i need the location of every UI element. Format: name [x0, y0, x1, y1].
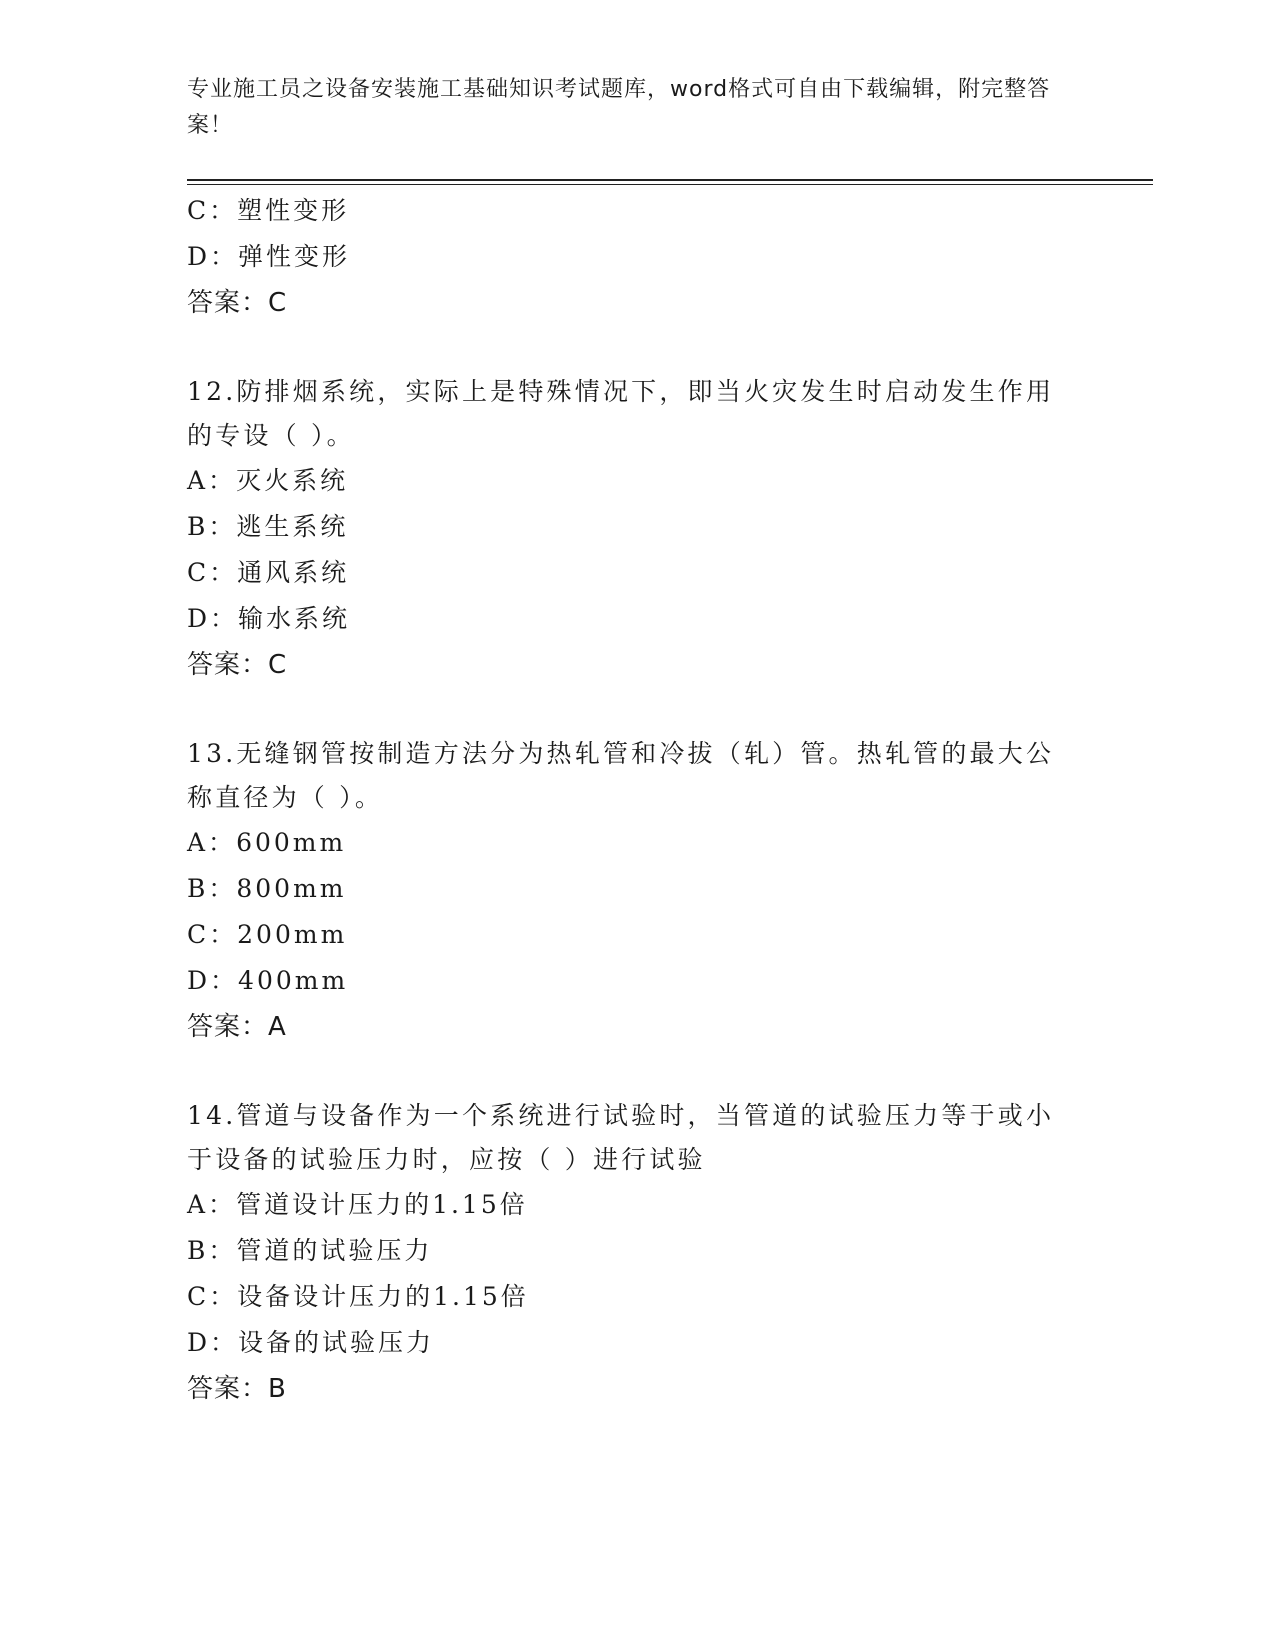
option-c: C：200mm: [187, 920, 348, 949]
option-c: C：塑性变形: [187, 196, 350, 225]
option-d: D：设备的试验压力: [187, 1328, 435, 1357]
question-11-continued: [187, 188, 1087, 326]
option-d: D：输水系统: [187, 604, 351, 633]
document-body: [187, 188, 1087, 1412]
answer-line: 答案：B: [187, 1374, 287, 1404]
option-b: B：管道的试验压力: [187, 1236, 433, 1265]
option-a: A：灭火系统: [187, 466, 349, 495]
option-c: C：通风系统: [187, 558, 350, 587]
option-a: A：600mm: [187, 828, 347, 857]
answer-line: 答案：A: [187, 1012, 287, 1042]
option-b: B：800mm: [187, 874, 347, 903]
option-d: D：弹性变形: [187, 242, 351, 271]
option-b: B：逃生系统: [187, 512, 349, 541]
question-13: [187, 732, 1087, 1050]
option-a: A：管道设计压力的1.15倍: [187, 1190, 528, 1219]
page-header: 专业施工员之设备安装施工基础知识考试题库，word格式可自由下载编辑，附完整答案！: [187, 77, 1051, 138]
option-d: D：400mm: [187, 966, 349, 995]
answer-line: 答案：C: [187, 288, 288, 318]
question-14: [187, 1094, 1087, 1412]
header-divider-thin: [187, 184, 1153, 185]
question-12: [187, 370, 1087, 688]
answer-line: 答案：C: [187, 650, 288, 680]
header-divider-thick: [187, 179, 1153, 181]
question-stem: 12.防排烟系统，实际上是特殊情况下，即当火灾发生时启动发生作用的专设（ ）。: [187, 377, 1055, 450]
question-stem: 13.无缝钢管按制造方法分为热轧管和冷拔（轧）管。热轧管的最大公称直径为（ ）。: [187, 739, 1055, 812]
option-c: C：设备设计压力的1.15倍: [187, 1282, 529, 1311]
question-stem: 14.管道与设备作为一个系统进行试验时，当管道的试验压力等于或小于设备的试验压力时，应按（ ）进行试验: [187, 1101, 1055, 1174]
